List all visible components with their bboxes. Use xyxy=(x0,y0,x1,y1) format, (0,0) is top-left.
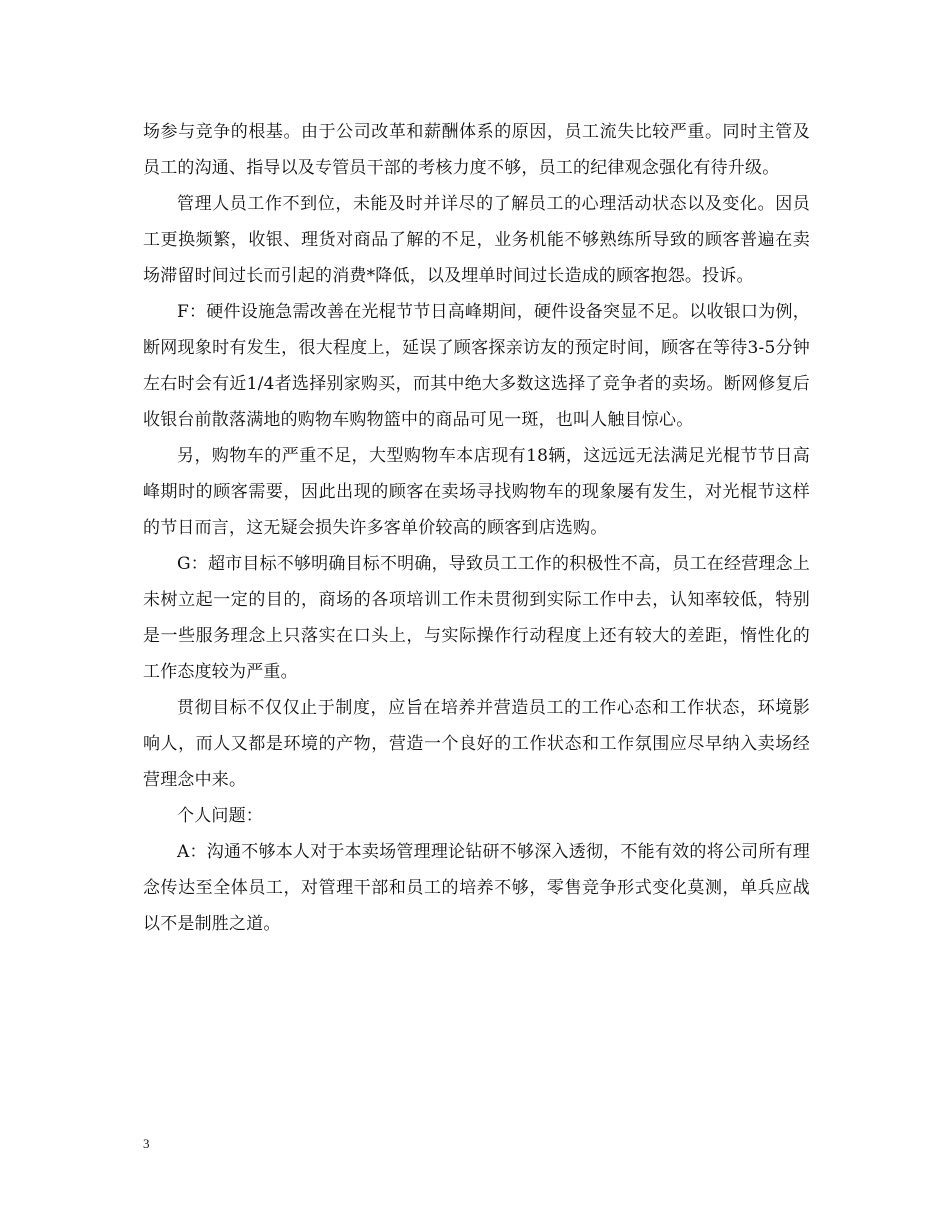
paragraph-continued: 场参与竞争的根基。由于公司改革和薪酬体系的原因，员工流失比较严重。同时主管及员工的沟通、指导以及专管员干部的考核力度不够，员工的纪律观念强化有待升级。 xyxy=(143,122,810,178)
paragraph-communication: A：沟通不够本人对于本卖场管理理论钻研不够深入透彻，不能有效的将公司所有理念传达至全体员工，对管理干部和员工的培养不够，零售竞争形式变化莫测，单兵应战以不是制胜之道。 xyxy=(143,842,810,934)
paragraph-management-staff: 管理人员工作不到位，未能及时并详尽的了解员工的心理活动状态以及变化。因员工更换频繁，收银、理货对商品了解的不足，业务机能不够熟练所导致的顾客普遍在卖场滞留时间过长而引起的消费*降低，以及埋单时间过长造成的顾客抱怨。投诉。 xyxy=(143,194,810,286)
paragraph-shopping-carts: 另，购物车的严重不足，大型购物车本店现有18辆，这远远无法满足光棍节节日高峰期时的顾客需要，因此出现的顾客在卖场寻找购物车的现象屡有发生，对光棍节这样的节日而言，这无疑会损失许多客单价较高的顾客到店选购。 xyxy=(143,446,810,538)
document-body xyxy=(143,114,810,942)
paragraph-goals: G：超市目标不够明确目标不明确，导致员工工作的积极性不高，员工在经营理念上未树立起一定的目的，商场的各项培训工作未贯彻到实际工作中去，认知率较低，特别是一些服务理念上只落实在口头上，与实际操作行动程度上还有较大的差距，惰性化的工作态度较为严重。 xyxy=(143,554,810,682)
page-number: 3 xyxy=(143,1136,150,1151)
paragraph-personal-issues-heading: 个人问题： xyxy=(177,806,263,826)
paragraph-goal-implementation: 贯彻目标不仅仅止于制度，应旨在培养并营造员工的工作心态和工作状态，环境影响人，而人又都是环境的产物，营造一个良好的工作状态和工作氛围应尽早纳入卖场经营理念中来。 xyxy=(143,698,810,790)
paragraph-hardware: F：硬件设施急需改善在光棍节节日高峰期间，硬件设备突显不足。以收银口为例，断网现象时有发生，很大程度上，延误了顾客探亲访友的预定时间，顾客在等待3-5分钟左右时会有近1/4者选择别家购买，而其中绝大多数这选择了竞争者的卖场。断网修复后收银台前散落满地的购物车购物篮中的商品可见一斑，也叫人触目惊心。 xyxy=(143,302,810,430)
